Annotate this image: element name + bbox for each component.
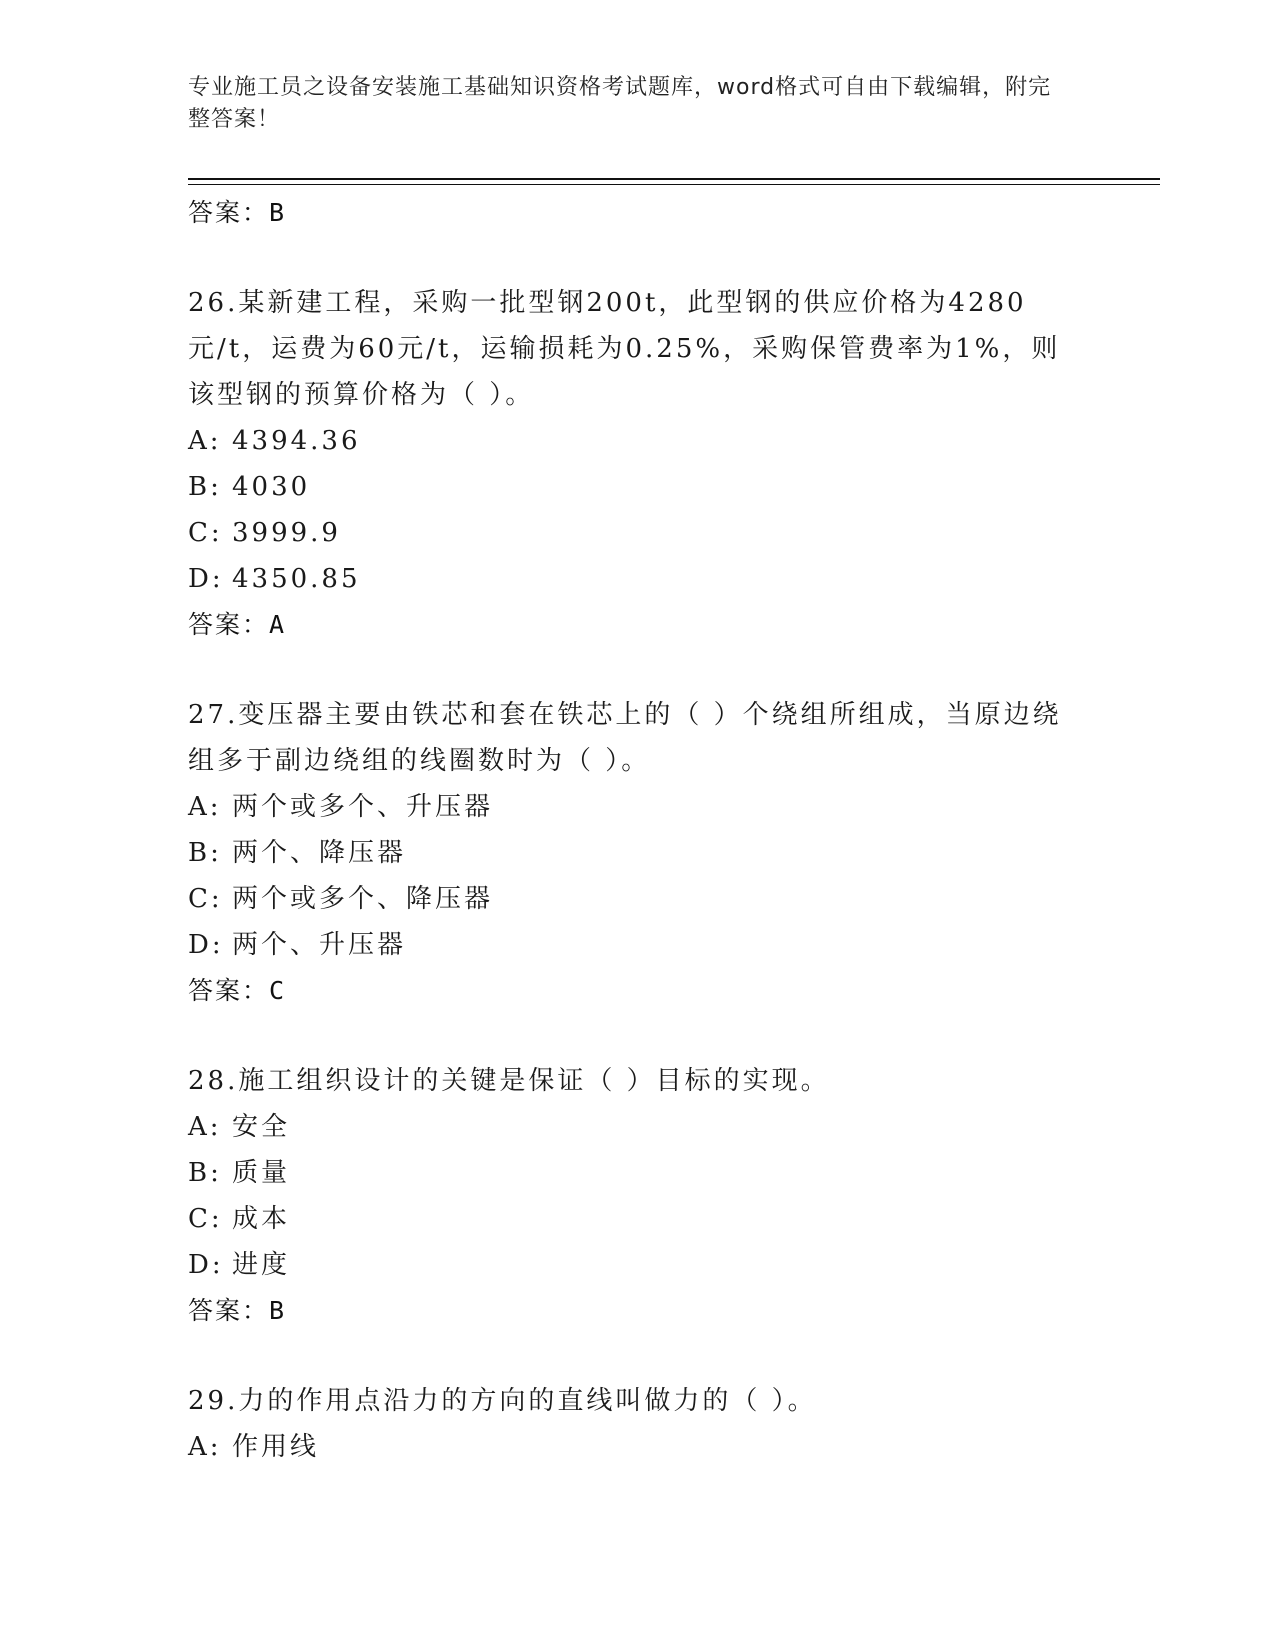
option-text: 作用线 — [232, 1432, 320, 1462]
option-text: 3999.9 — [232, 518, 341, 548]
question-block — [188, 1058, 1088, 1334]
option-a — [188, 1104, 1088, 1150]
option-b — [188, 830, 1088, 876]
answer-label: 答案： — [188, 976, 270, 1005]
answer-line — [188, 968, 1088, 1014]
answer-label: 答案： — [188, 1296, 270, 1325]
option-d — [188, 556, 1088, 602]
option-a — [188, 418, 1088, 464]
answer-line — [188, 1288, 1088, 1334]
option-letter: B: — [188, 838, 222, 868]
option-text: 两个或多个、升压器 — [232, 792, 494, 822]
page-header: 专业施工员之设备安装施工基础知识资格考试题库，word格式可自由下载编辑，附完整答案！ — [188, 75, 1052, 132]
answer-line — [188, 602, 1088, 648]
option-b — [188, 464, 1088, 510]
option-letter: D: — [188, 564, 224, 594]
option-letter: C: — [188, 884, 223, 914]
answer-line — [188, 190, 1088, 236]
question-block — [188, 692, 1088, 1014]
option-text: 4350.85 — [232, 564, 361, 594]
answer-value: B — [269, 1296, 285, 1325]
option-c — [188, 510, 1088, 556]
option-letter: A: — [188, 426, 222, 456]
question-text: 29.力的作用点沿力的方向的直线叫做力的（ ）。 — [188, 1386, 817, 1416]
option-text: 两个、升压器 — [232, 930, 407, 960]
option-c — [188, 1196, 1088, 1242]
option-a — [188, 1424, 1088, 1470]
question-text: 27.变压器主要由铁芯和套在铁芯上的（ ）个绕组所组成，当原边绕组多于副边绕组的线圈数时为（ ）。 — [188, 700, 1062, 776]
answer-label: 答案： — [188, 198, 270, 227]
option-d — [188, 922, 1088, 968]
option-text: 质量 — [232, 1158, 291, 1188]
question-block — [188, 1378, 1088, 1470]
option-letter: A: — [188, 1432, 222, 1462]
option-text: 成本 — [232, 1204, 291, 1234]
option-letter: C: — [188, 1204, 223, 1234]
header-rule-thin — [188, 184, 1160, 185]
option-letter: A: — [188, 792, 222, 822]
option-text: 安全 — [232, 1112, 291, 1142]
answer-value: C — [269, 976, 285, 1005]
option-a — [188, 784, 1088, 830]
option-text: 4394.36 — [232, 426, 361, 456]
option-letter: D: — [188, 930, 224, 960]
option-text: 两个或多个、降压器 — [232, 884, 494, 914]
answer-label: 答案： — [188, 610, 270, 639]
question-text: 26.某新建工程，采购一批型钢200t，此型钢的供应价格为4280元/t，运费为60元/t，运输损耗为0.25%，采购保管费率为1%，则该型钢的预算价格为（ ）。 — [188, 288, 1061, 410]
option-text: 4030 — [232, 472, 311, 502]
option-letter: D: — [188, 1250, 224, 1280]
option-letter: C: — [188, 518, 223, 548]
question-list — [188, 190, 1088, 1470]
option-d — [188, 1242, 1088, 1288]
option-letter: A: — [188, 1112, 222, 1142]
question-text: 28.施工组织设计的关键是保证（ ）目标的实现。 — [188, 1066, 830, 1096]
option-c — [188, 876, 1088, 922]
header-rule-thick — [188, 178, 1160, 180]
option-text: 两个、降压器 — [232, 838, 407, 868]
answer-value: B — [269, 198, 285, 227]
option-letter: B: — [188, 1158, 222, 1188]
question-block — [188, 280, 1088, 648]
option-text: 进度 — [232, 1250, 291, 1280]
option-b — [188, 1150, 1088, 1196]
option-letter: B: — [188, 472, 222, 502]
answer-value: A — [269, 610, 285, 639]
